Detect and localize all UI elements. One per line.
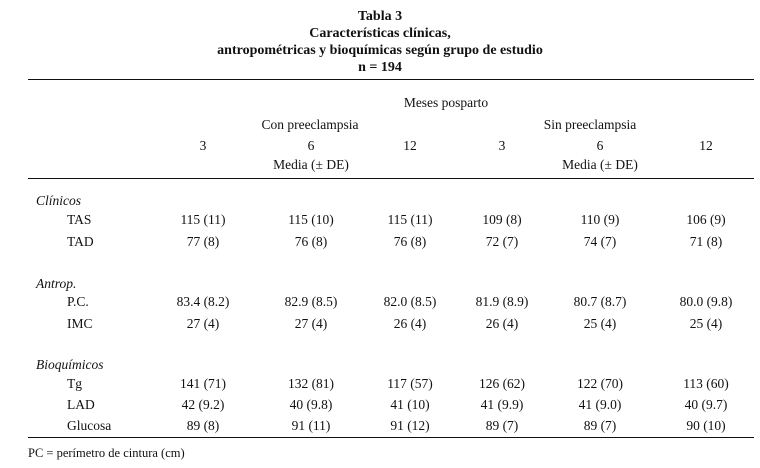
table-cell: 81.9 (8.9) [475,294,529,309]
title-line-1: Tabla 3 [357,9,403,24]
table-cell: 115 (10) [288,212,334,227]
table-cell: 40 (9.8) [289,397,333,412]
table-cell: 109 (8) [482,212,522,227]
table-cell: 41 (9.9) [480,397,524,412]
table-cell: 115 (11) [180,212,226,227]
table-cell: 26 (4) [393,316,427,331]
table-title [0,8,760,76]
table-cell: 41 (9.0) [578,397,622,412]
table-cell: 80.0 (9.8) [679,294,733,309]
table-cell: 76 (8) [294,234,328,249]
table-cell: 113 (60) [683,376,729,391]
table-cell: 89 (7) [583,418,617,433]
table-cell: 122 (70) [576,376,624,391]
table-cell: 27 (4) [186,316,220,331]
header-month: 3 [498,138,506,153]
table-cell: 82.9 (8.5) [284,294,338,309]
table-cell: 74 (7) [583,234,617,249]
table-cell: 110 (9) [580,212,620,227]
table-cell: 141 (71) [179,376,227,391]
header-month: 6 [307,138,315,153]
table-cell: 91 (11) [291,418,331,433]
table-cell: 115 (11) [387,212,433,227]
header-rule [28,178,754,179]
row-label: IMC [67,316,93,331]
header-month: 6 [596,138,604,153]
table-cell: 41 (10) [390,397,430,412]
header-month: 12 [403,138,417,153]
table-cell: 72 (7) [485,234,519,249]
table-cell: 27 (4) [294,316,328,331]
table-cell: 26 (4) [485,316,519,331]
row-label: TAS [67,212,92,227]
section-label: Clínicos [36,193,82,208]
table-cell: 89 (8) [186,418,220,433]
top-rule [28,79,754,80]
header-span: Meses posparto [403,95,489,110]
bottom-rule [28,437,754,438]
table-cell: 71 (8) [689,234,723,249]
section-label: Antrop. [36,276,77,291]
title-line-2: Características clínicas, [309,26,451,41]
table-cell: 76 (8) [393,234,427,249]
row-label: TAD [67,234,94,249]
title-line-3: antropométricas y bioquímicas según grupo de estudio [217,43,543,58]
header-group-sin: Sin preeclampsia [543,117,637,132]
row-label: LAD [67,397,95,412]
title-line-4: n = 194 [358,60,402,75]
table-cell: 40 (9.7) [684,397,728,412]
header-stat-sin: Media (± DE) [562,157,638,172]
header-stat-con: Media (± DE) [273,157,349,172]
table-cell: 83.4 (8.2) [176,294,230,309]
header-group-con: Con preeclampsia [261,117,359,132]
header-month: 12 [699,138,713,153]
table-cell: 132 (81) [287,376,335,391]
table-cell: 42 (9.2) [181,397,225,412]
table-cell: 126 (62) [478,376,526,391]
table-cell: 91 (12) [390,418,430,433]
section-label: Bioquímicos [36,357,104,372]
table-cell: 89 (7) [485,418,519,433]
table-cell: 77 (8) [186,234,220,249]
footnote: PC = perímetro de cintura (cm) [28,446,185,460]
row-label: Tg [67,376,82,391]
table-cell: 80.7 (8.7) [573,294,627,309]
table-cell: 117 (57) [387,376,433,391]
row-label: P.C. [67,294,89,309]
table-cell: 25 (4) [583,316,617,331]
table-cell: 82.0 (8.5) [383,294,437,309]
row-label: Glucosa [67,418,112,433]
table-cell: 90 (10) [686,418,726,433]
table-cell: 25 (4) [689,316,723,331]
header-month: 3 [199,138,207,153]
table-cell: 106 (9) [686,212,726,227]
